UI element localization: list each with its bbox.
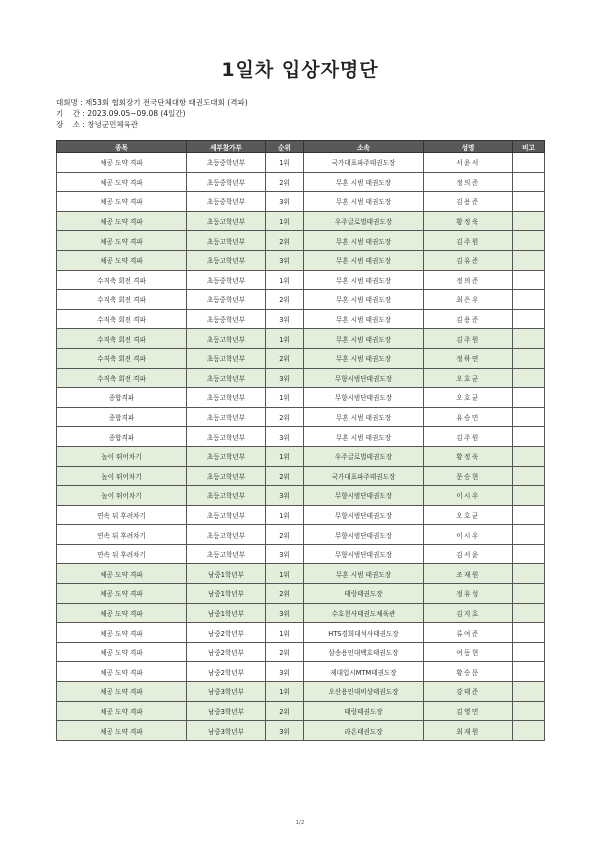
table-row bbox=[57, 446, 545, 466]
cell-division: 초등중학년부 bbox=[187, 290, 266, 310]
cell-team: 무혼 시범 태권도장 bbox=[304, 407, 424, 427]
table-row bbox=[57, 211, 545, 231]
cell-division: 초등고학년부 bbox=[187, 250, 266, 270]
cell-event: 체공 도약 격파 bbox=[57, 682, 187, 702]
cell-note bbox=[513, 662, 545, 682]
cell-division: 초등중학년부 bbox=[187, 309, 266, 329]
venue-line bbox=[56, 119, 248, 130]
cell-team: 태랑태권도장 bbox=[304, 701, 424, 721]
cell-division: 남중1학년부 bbox=[187, 564, 266, 584]
cell-event: 체공 도약 격파 bbox=[57, 584, 187, 604]
table-row bbox=[57, 603, 545, 623]
cell-team: 국가대표파주태권도장 bbox=[304, 466, 424, 486]
cell-rank: 1위 bbox=[266, 505, 304, 525]
cell-event: 체공 도약 격파 bbox=[57, 603, 187, 623]
cell-name: 문승현 bbox=[424, 466, 513, 486]
period-value: 2023.09.05~09.08 (4일간) bbox=[87, 109, 186, 118]
cell-division: 남중2학년부 bbox=[187, 642, 266, 662]
header-name: 성명 bbox=[424, 141, 513, 153]
cell-name: 김서윤 bbox=[424, 544, 513, 564]
table-row bbox=[57, 388, 545, 408]
cell-name: 류여준 bbox=[424, 623, 513, 643]
cell-name: 조재원 bbox=[424, 564, 513, 584]
cell-team: 국가대표파주태권도장 bbox=[304, 153, 424, 173]
cell-note bbox=[513, 329, 545, 349]
cell-rank: 1위 bbox=[266, 329, 304, 349]
cell-team: 무혼 시범 태권도장 bbox=[304, 250, 424, 270]
cell-rank: 2위 bbox=[266, 642, 304, 662]
cell-note bbox=[513, 603, 545, 623]
cell-note bbox=[513, 192, 545, 212]
event-label: 대회명 : bbox=[56, 98, 83, 107]
table-row bbox=[57, 427, 545, 447]
cell-division: 초등고학년부 bbox=[187, 407, 266, 427]
cell-rank: 3위 bbox=[266, 192, 304, 212]
cell-division: 남중2학년부 bbox=[187, 623, 266, 643]
cell-event: 체공 도약 격파 bbox=[57, 721, 187, 741]
cell-division: 초등고학년부 bbox=[187, 388, 266, 408]
cell-note bbox=[513, 446, 545, 466]
cell-name: 오호균 bbox=[424, 368, 513, 388]
table-row bbox=[57, 329, 545, 349]
cell-name: 김유준 bbox=[424, 250, 513, 270]
cell-rank: 3위 bbox=[266, 544, 304, 564]
cell-name: 김용준 bbox=[424, 192, 513, 212]
cell-name: 최은우 bbox=[424, 290, 513, 310]
table-row bbox=[57, 486, 545, 506]
cell-team: 무향시범단태권도장 bbox=[304, 525, 424, 545]
cell-name: 이시우 bbox=[424, 525, 513, 545]
table-header-row bbox=[57, 141, 545, 153]
cell-name: 정유성 bbox=[424, 584, 513, 604]
cell-team: 무혼 시범 태권도장 bbox=[304, 231, 424, 251]
cell-note bbox=[513, 290, 545, 310]
cell-division: 초등고학년부 bbox=[187, 446, 266, 466]
cell-event: 체공 도약 격파 bbox=[57, 231, 187, 251]
cell-note bbox=[513, 368, 545, 388]
cell-division: 남중3학년부 bbox=[187, 721, 266, 741]
table-row bbox=[57, 642, 545, 662]
cell-team: 무향시범단태권도장 bbox=[304, 368, 424, 388]
table-row bbox=[57, 721, 545, 741]
cell-event: 연속 뒤 후려차기 bbox=[57, 525, 187, 545]
cell-event: 체공 도약 격파 bbox=[57, 623, 187, 643]
cell-team: 무혼 시범 태권도장 bbox=[304, 309, 424, 329]
cell-division: 초등고학년부 bbox=[187, 486, 266, 506]
cell-event: 체공 도약 격파 bbox=[57, 172, 187, 192]
cell-division: 남중2학년부 bbox=[187, 662, 266, 682]
cell-event: 체공 도약 격파 bbox=[57, 662, 187, 682]
cell-event: 종합격파 bbox=[57, 427, 187, 447]
cell-division: 남중1학년부 bbox=[187, 584, 266, 604]
cell-rank: 2위 bbox=[266, 172, 304, 192]
cell-division: 초등중학년부 bbox=[187, 172, 266, 192]
cell-team: 무혼 시범 태권도장 bbox=[304, 427, 424, 447]
cell-event: 종합격파 bbox=[57, 388, 187, 408]
cell-team: 수호천사태권도체육관 bbox=[304, 603, 424, 623]
cell-name: 정의준 bbox=[424, 270, 513, 290]
table-row bbox=[57, 153, 545, 173]
cell-team: 라온태권도장 bbox=[304, 721, 424, 741]
cell-note bbox=[513, 231, 545, 251]
table-row bbox=[57, 564, 545, 584]
cell-rank: 1위 bbox=[266, 211, 304, 231]
cell-event: 체공 도약 격파 bbox=[57, 701, 187, 721]
page-number: 1/2 bbox=[295, 820, 305, 826]
table-row bbox=[57, 505, 545, 525]
cell-note bbox=[513, 309, 545, 329]
cell-name: 최재원 bbox=[424, 721, 513, 741]
cell-team: 무혼 시범 태권도장 bbox=[304, 564, 424, 584]
cell-rank: 1위 bbox=[266, 446, 304, 466]
table-row bbox=[57, 270, 545, 290]
cell-division: 남중3학년부 bbox=[187, 682, 266, 702]
cell-event: 수직축 회전 격파 bbox=[57, 368, 187, 388]
cell-name: 황승문 bbox=[424, 662, 513, 682]
cell-note bbox=[513, 505, 545, 525]
cell-event: 수직축 회전 격파 bbox=[57, 329, 187, 349]
cell-event: 수직축 회전 격파 bbox=[57, 290, 187, 310]
cell-name: 김주원 bbox=[424, 231, 513, 251]
cell-division: 초등고학년부 bbox=[187, 427, 266, 447]
table-row bbox=[57, 544, 545, 564]
cell-division: 초등고학년부 bbox=[187, 329, 266, 349]
cell-rank: 1위 bbox=[266, 270, 304, 290]
table-row bbox=[57, 290, 545, 310]
cell-team: HTS경희대석사태권도장 bbox=[304, 623, 424, 643]
cell-rank: 1위 bbox=[266, 623, 304, 643]
page-title: 1일차 입상자명단 bbox=[221, 59, 379, 81]
cell-division: 초등고학년부 bbox=[187, 348, 266, 368]
cell-event: 체공 도약 격파 bbox=[57, 211, 187, 231]
cell-name: 황정욱 bbox=[424, 211, 513, 231]
cell-note bbox=[513, 270, 545, 290]
cell-event: 종합격파 bbox=[57, 407, 187, 427]
cell-event: 높이 뛰어차기 bbox=[57, 446, 187, 466]
cell-team: 무혼 시범 태권도장 bbox=[304, 192, 424, 212]
cell-note bbox=[513, 211, 545, 231]
venue-label: 장 소 : bbox=[56, 120, 85, 129]
header-event: 종목 bbox=[57, 141, 187, 153]
cell-rank: 2위 bbox=[266, 231, 304, 251]
cell-rank: 2위 bbox=[266, 348, 304, 368]
cell-name: 오호균 bbox=[424, 505, 513, 525]
cell-note bbox=[513, 642, 545, 662]
cell-team: 무향시범단태권도장 bbox=[304, 505, 424, 525]
cell-event: 높이 뛰어차기 bbox=[57, 486, 187, 506]
cell-note bbox=[513, 544, 545, 564]
table-row bbox=[57, 309, 545, 329]
period-label: 기 간 : bbox=[56, 109, 85, 118]
cell-name: 김주원 bbox=[424, 427, 513, 447]
cell-event: 체공 도약 격파 bbox=[57, 153, 187, 173]
cell-rank: 1위 bbox=[266, 388, 304, 408]
cell-note bbox=[513, 584, 545, 604]
cell-division: 초등중학년부 bbox=[187, 192, 266, 212]
cell-note bbox=[513, 564, 545, 584]
cell-team: 무향시범단태권도장 bbox=[304, 544, 424, 564]
cell-rank: 3위 bbox=[266, 427, 304, 447]
cell-division: 초등고학년부 bbox=[187, 368, 266, 388]
cell-team: 무혼 시범 태권도장 bbox=[304, 290, 424, 310]
cell-event: 수직축 회전 격파 bbox=[57, 309, 187, 329]
header-team: 소속 bbox=[304, 141, 424, 153]
cell-name: 오호균 bbox=[424, 388, 513, 408]
cell-division: 초등중학년부 bbox=[187, 270, 266, 290]
cell-event: 수직축 회전 격파 bbox=[57, 270, 187, 290]
cell-rank: 3위 bbox=[266, 309, 304, 329]
table-row bbox=[57, 348, 545, 368]
event-line bbox=[56, 97, 248, 108]
cell-note bbox=[513, 250, 545, 270]
table-row bbox=[57, 623, 545, 643]
cell-division: 초등고학년부 bbox=[187, 544, 266, 564]
cell-division: 남중1학년부 bbox=[187, 603, 266, 623]
cell-team: 무혼 시범 태권도장 bbox=[304, 348, 424, 368]
cell-rank: 3위 bbox=[266, 250, 304, 270]
cell-rank: 2위 bbox=[266, 584, 304, 604]
table-row bbox=[57, 407, 545, 427]
cell-note bbox=[513, 623, 545, 643]
cell-note bbox=[513, 348, 545, 368]
cell-team: 태랑태권도장 bbox=[304, 584, 424, 604]
cell-rank: 1위 bbox=[266, 153, 304, 173]
cell-team: 무혼 시범 태권도장 bbox=[304, 329, 424, 349]
cell-division: 초등고학년부 bbox=[187, 525, 266, 545]
cell-rank: 2위 bbox=[266, 525, 304, 545]
cell-event: 연속 뒤 후려차기 bbox=[57, 505, 187, 525]
cell-note bbox=[513, 388, 545, 408]
cell-division: 남중3학년부 bbox=[187, 701, 266, 721]
cell-rank: 3위 bbox=[266, 486, 304, 506]
cell-note bbox=[513, 701, 545, 721]
cell-rank: 2위 bbox=[266, 290, 304, 310]
table-row bbox=[57, 466, 545, 486]
table-row bbox=[57, 584, 545, 604]
cell-event: 체공 도약 격파 bbox=[57, 642, 187, 662]
cell-team: 제대입시MTM태권도장 bbox=[304, 662, 424, 682]
cell-division: 초등중학년부 bbox=[187, 153, 266, 173]
cell-name: 김영민 bbox=[424, 701, 513, 721]
table-row bbox=[57, 682, 545, 702]
cell-division: 초등고학년부 bbox=[187, 505, 266, 525]
cell-team: 우주글로벌태권도장 bbox=[304, 446, 424, 466]
cell-rank: 3위 bbox=[266, 603, 304, 623]
cell-team: 무향시범단태권도장 bbox=[304, 388, 424, 408]
table-row bbox=[57, 701, 545, 721]
cell-name: 황정욱 bbox=[424, 446, 513, 466]
table-row bbox=[57, 250, 545, 270]
cell-note bbox=[513, 682, 545, 702]
cell-team: 오산용인대비상태권도장 bbox=[304, 682, 424, 702]
cell-rank: 1위 bbox=[266, 564, 304, 584]
cell-name: 여동현 bbox=[424, 642, 513, 662]
cell-note bbox=[513, 486, 545, 506]
cell-rank: 3위 bbox=[266, 368, 304, 388]
cell-rank: 2위 bbox=[266, 466, 304, 486]
table-row bbox=[57, 662, 545, 682]
cell-note bbox=[513, 172, 545, 192]
cell-name: 김용준 bbox=[424, 309, 513, 329]
results-table bbox=[56, 140, 545, 741]
cell-rank: 1위 bbox=[266, 682, 304, 702]
cell-event: 연속 뒤 후려차기 bbox=[57, 544, 187, 564]
cell-note bbox=[513, 427, 545, 447]
cell-division: 초등고학년부 bbox=[187, 231, 266, 251]
cell-name: 이시우 bbox=[424, 486, 513, 506]
table-row bbox=[57, 172, 545, 192]
cell-name: 강태준 bbox=[424, 682, 513, 702]
cell-team: 우주글로벌태권도장 bbox=[304, 211, 424, 231]
cell-note bbox=[513, 466, 545, 486]
event-meta bbox=[56, 97, 248, 130]
cell-team: 무혼 시범 태권도장 bbox=[304, 172, 424, 192]
cell-note bbox=[513, 153, 545, 173]
table-row bbox=[57, 192, 545, 212]
cell-name: 정하연 bbox=[424, 348, 513, 368]
cell-name: 김지호 bbox=[424, 603, 513, 623]
cell-name: 서윤서 bbox=[424, 153, 513, 173]
cell-division: 초등고학년부 bbox=[187, 466, 266, 486]
table-body bbox=[57, 153, 545, 741]
header-division: 세부참가부 bbox=[187, 141, 266, 153]
cell-team: 무향시범단태권도장 bbox=[304, 486, 424, 506]
cell-name: 정의준 bbox=[424, 172, 513, 192]
cell-rank: 2위 bbox=[266, 407, 304, 427]
cell-name: 김주원 bbox=[424, 329, 513, 349]
table-row bbox=[57, 231, 545, 251]
cell-note bbox=[513, 525, 545, 545]
cell-event: 수직축 회전 격파 bbox=[57, 348, 187, 368]
cell-note bbox=[513, 407, 545, 427]
cell-event: 체공 도약 격파 bbox=[57, 192, 187, 212]
cell-team: 삼송용인대백호태권도장 bbox=[304, 642, 424, 662]
cell-rank: 3위 bbox=[266, 662, 304, 682]
event-value: 제53회 협회장기 전국단체대항 태권도대회 (격파) bbox=[85, 98, 248, 107]
cell-event: 체공 도약 격파 bbox=[57, 250, 187, 270]
cell-division: 초등고학년부 bbox=[187, 211, 266, 231]
cell-rank: 3위 bbox=[266, 721, 304, 741]
venue-value: 창녕군민체육관 bbox=[87, 120, 139, 129]
cell-note bbox=[513, 721, 545, 741]
cell-team: 무혼 시범 태권도장 bbox=[304, 270, 424, 290]
table-row bbox=[57, 368, 545, 388]
cell-rank: 2위 bbox=[266, 701, 304, 721]
cell-event: 높이 뛰어차기 bbox=[57, 466, 187, 486]
header-note: 비고 bbox=[513, 141, 545, 153]
header-rank: 순위 bbox=[266, 141, 304, 153]
table-row bbox=[57, 525, 545, 545]
cell-name: 유승민 bbox=[424, 407, 513, 427]
period-line bbox=[56, 108, 248, 119]
cell-event: 체공 도약 격파 bbox=[57, 564, 187, 584]
